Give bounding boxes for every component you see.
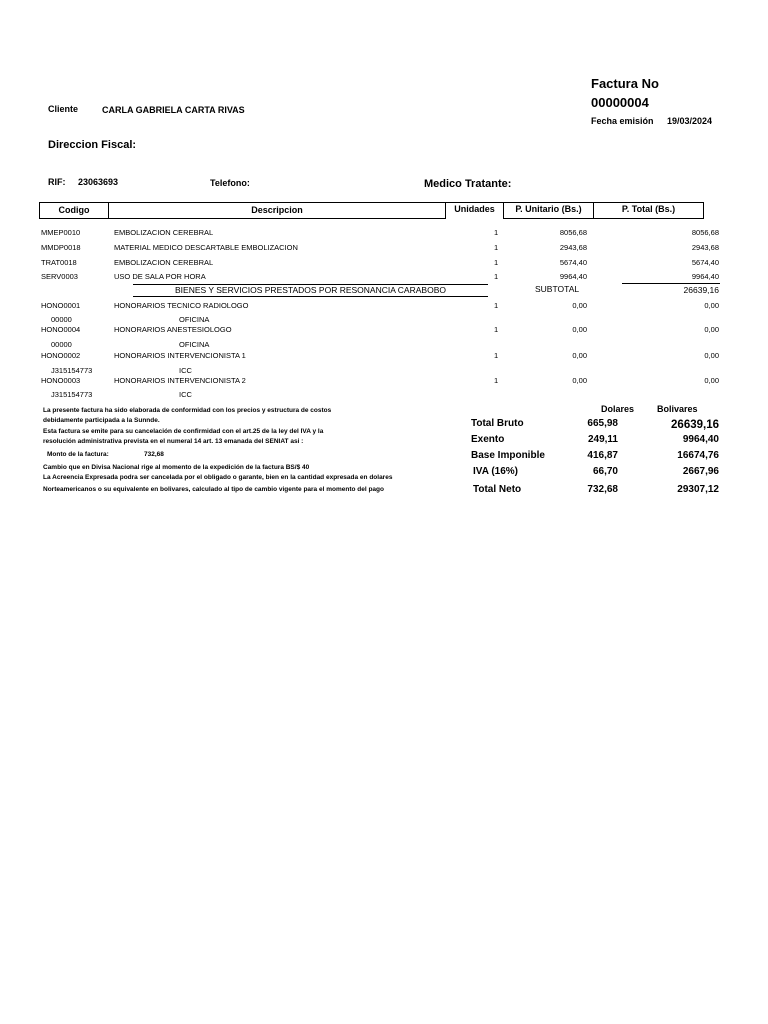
row-total: 5674,40: [691, 258, 719, 267]
row-codigo: HONO0004: [41, 325, 81, 334]
note-line: Cambio que en Divisa Nacional rige al momento de la expedición de la factura BS/$ 40: [43, 464, 310, 471]
row-descripcion: EMBOLIZACION CEREBRAL: [114, 258, 214, 267]
totals-bolivares: 9964,40: [682, 434, 719, 445]
row-codigo: HONO0002: [41, 351, 81, 360]
row-codigo: HONO0001: [41, 301, 81, 310]
client-label: Cliente: [48, 104, 79, 114]
issue-date-label: Fecha emisión: [591, 116, 654, 126]
totals-bolivares: 16674,76: [677, 450, 719, 461]
row-unitario: 0,00: [572, 376, 587, 385]
totals-dolares: 732,68: [587, 484, 618, 495]
table-row: [0, 376, 768, 388]
row-sub-desc: ICC: [179, 366, 192, 375]
row-sub-desc: ICC: [179, 390, 192, 399]
fiscal-address-label: Direccion Fiscal:: [48, 139, 137, 151]
table-row: [0, 258, 768, 270]
table-row: [0, 243, 768, 255]
row-descripcion: USO DE SALA POR HORA: [114, 272, 206, 281]
row-sub-desc: OFICINA: [179, 315, 210, 324]
row-total: 8056,68: [691, 228, 719, 237]
totals-label: Exento: [471, 434, 505, 445]
row-descripcion: MATERIAL MEDICO DESCARTABLE EMBOLIZACION: [114, 243, 298, 252]
totals-label: IVA (16%): [473, 466, 519, 477]
col-header-unidades: Unidades: [445, 202, 504, 219]
row-unitario: 0,00: [572, 301, 587, 310]
row-unitario: 2943,68: [559, 243, 587, 252]
table-row: [0, 228, 768, 240]
client-name: CARLA GABRIELA CARTA RIVAS: [102, 105, 245, 115]
totals-label: Base Imponible: [471, 450, 545, 461]
totals-col-bolivares: Bolivares: [657, 404, 698, 414]
totals-bolivares: 29307,12: [677, 484, 719, 495]
note-line: Norteamericanos o su equivalente en bolivares, calculado al tipo de cambio vigente para el momento del pago: [43, 486, 384, 493]
row-sub-id: 00000: [51, 315, 72, 324]
invoice-number: 00000004: [591, 95, 649, 110]
totals-dolares: 665,98: [587, 418, 618, 429]
phone-label: Telefono:: [210, 178, 250, 188]
table-row: [0, 325, 768, 337]
col-header-descripcion: Descripcion: [108, 202, 446, 219]
row-total: 2943,68: [691, 243, 719, 252]
invoice-amount-value: 732,68: [144, 451, 164, 458]
totals-label: Total Neto: [473, 484, 522, 495]
table-row: [0, 351, 768, 363]
row-unidades: 1: [494, 243, 499, 252]
row-unidades: 1: [494, 258, 499, 267]
totals-label: Total Bruto: [471, 418, 524, 429]
table-row: [0, 301, 768, 313]
invoice-amount-label: Monto de la factura:: [47, 451, 109, 458]
section-bottom-rule: [133, 296, 488, 297]
row-unitario: 9964,40: [559, 272, 587, 281]
row-total: 9964,40: [691, 272, 719, 281]
row-unitario: 0,00: [572, 325, 587, 334]
note-line: La presente factura ha sido elaborada de conformidad con los precios y estructura de costos: [43, 407, 332, 414]
row-sub-id: J315154773: [51, 366, 93, 375]
totals-col-dolares: Dolares: [601, 404, 635, 414]
row-sub-id: 00000: [51, 340, 72, 349]
col-header-total: P. Total (Bs.): [593, 202, 704, 219]
rif-label: RIF:: [48, 177, 66, 187]
row-codigo: MMDP0018: [41, 243, 81, 252]
totals-dolares: 249,11: [587, 434, 618, 445]
row-unidades: 1: [494, 325, 499, 334]
section-title: BIENES Y SERVICIOS PRESTADOS POR RESONANCIA CARABOBO: [175, 285, 446, 295]
row-unitario: 8056,68: [559, 228, 587, 237]
row-descripcion: HONORARIOS TECNICO RADIOLOGO: [114, 301, 249, 310]
note-line: La Acreencia Expresada podra ser cancelada por el obligado o garante, bien en la cantidad expresada en dolares: [43, 474, 393, 481]
row-unitario: 0,00: [572, 351, 587, 360]
row-unidades: 1: [494, 228, 499, 237]
row-sub-id: J315154773: [51, 390, 93, 399]
note-line: Esta factura se emite para su cancelación de confirmidad con el art.25 de la ley del IVA y la: [43, 428, 324, 435]
rif-value: 23063693: [78, 177, 119, 187]
subtotal-rule: [622, 283, 720, 284]
row-descripcion: HONORARIOS INTERVENCIONISTA 2: [114, 376, 246, 385]
row-descripcion: HONORARIOS ANESTESIOLOGO: [114, 325, 232, 334]
note-line: debidamente participada a la Sunnde.: [43, 417, 160, 424]
totals-dolares: 66,70: [592, 466, 618, 477]
row-total: 0,00: [704, 351, 719, 360]
subtotal-value: 26639,16: [683, 285, 719, 295]
totals-dolares: 416,87: [587, 450, 618, 461]
subtotal-label: SUBTOTAL: [535, 284, 580, 294]
totals-bolivares: 2667,96: [682, 466, 719, 477]
doctor-label: Medico Tratante:: [424, 178, 512, 190]
row-codigo: MMEP0010: [41, 228, 81, 237]
col-header-codigo: Codigo: [39, 202, 109, 219]
row-codigo: HONO0003: [41, 376, 81, 385]
row-total: 0,00: [704, 301, 719, 310]
row-sub-desc: OFICINA: [179, 340, 210, 349]
row-total: 0,00: [704, 376, 719, 385]
col-header-unitario: P. Unitario (Bs.): [503, 202, 594, 219]
row-codigo: SERV0003: [41, 272, 78, 281]
row-codigo: TRAT0018: [41, 258, 77, 267]
totals-bolivares: 26639,16: [671, 419, 719, 431]
row-descripcion: HONORARIOS INTERVENCIONISTA 1: [114, 351, 246, 360]
table-subrow: [0, 390, 768, 402]
note-line: resolución administrativa prevista en el numeral 14 art. 13 emanada del SENIAT asi :: [43, 438, 304, 445]
row-total: 0,00: [704, 325, 719, 334]
row-unidades: 1: [494, 376, 499, 385]
row-unidades: 1: [494, 272, 499, 281]
issue-date-value: 19/03/2024: [667, 116, 713, 126]
row-unidades: 1: [494, 301, 499, 310]
row-descripcion: EMBOLIZACION CEREBRAL: [114, 228, 214, 237]
row-unitario: 5674,40: [559, 258, 587, 267]
row-unidades: 1: [494, 351, 499, 360]
invoice-title: Factura No: [591, 76, 659, 91]
